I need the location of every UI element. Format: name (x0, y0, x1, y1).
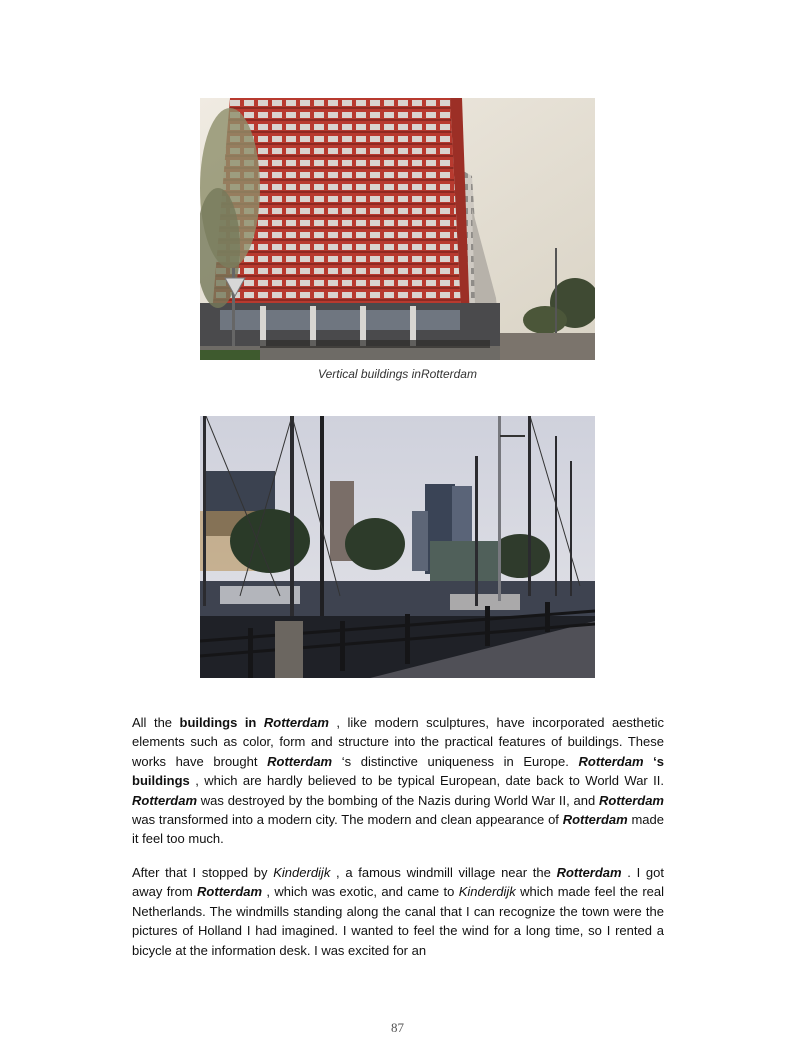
text-run: Rotterdam (263, 715, 329, 730)
text-run: Kinderdijk (458, 884, 516, 900)
text-run: . I got away from (132, 865, 664, 900)
photo-harbor (200, 416, 595, 678)
paragraph-rotterdam-buildings (132, 713, 664, 849)
figure-caption: Vertical buildings inRotterdam (318, 367, 477, 381)
text-run: Rotterdam (197, 884, 263, 900)
text-run: After that I stopped by (132, 865, 274, 880)
text-run (644, 754, 654, 769)
text-run: , a famous windmill village near the (330, 865, 557, 880)
page-number: 87 (391, 1020, 404, 1035)
photo-vertical-buildings (200, 98, 595, 360)
text-run: Kinderdijk (273, 865, 331, 880)
text-run: ‘s buildings (132, 753, 664, 789)
text-run: , which was exotic, and came to (262, 884, 459, 900)
text-run: Rotterdam (132, 792, 198, 808)
paragraph-kinderdijk (132, 863, 664, 960)
text-run: Rotterdam (556, 865, 622, 880)
text-run: Rotterdam (562, 812, 628, 828)
text-run: Rotterdam (598, 792, 664, 808)
text-run: was transformed into a modern city. The modern and clean appearance of (132, 812, 563, 828)
text-run: made it feel too much. (132, 812, 664, 847)
text-run: , which are hardly believed to be typical European, date back to World War II. (189, 773, 664, 789)
text-run: All the (132, 715, 180, 730)
text-run: Rotterdam (267, 753, 333, 769)
text-run: , like modern sculptures, have incorporated aesthetic elements such as color, form and structure into the practical features of buildings. These works have brought (132, 715, 665, 769)
text-run: which made feel the real Netherlands. The windmills standing along the canal that I can recognize the town were the pictures of Holland I had imagined. I wanted to feel the wind for a long time, so I rented a bicycle at the information desk. I was excited for an (132, 884, 664, 958)
text-run: ‘s distinctive uniqueness in Europe. (332, 753, 579, 769)
text-run: buildings in (179, 715, 264, 730)
text-run: was destroyed by the bombing of the Nazis during World War II, and (197, 792, 599, 808)
text-run: Rotterdam (578, 753, 644, 769)
